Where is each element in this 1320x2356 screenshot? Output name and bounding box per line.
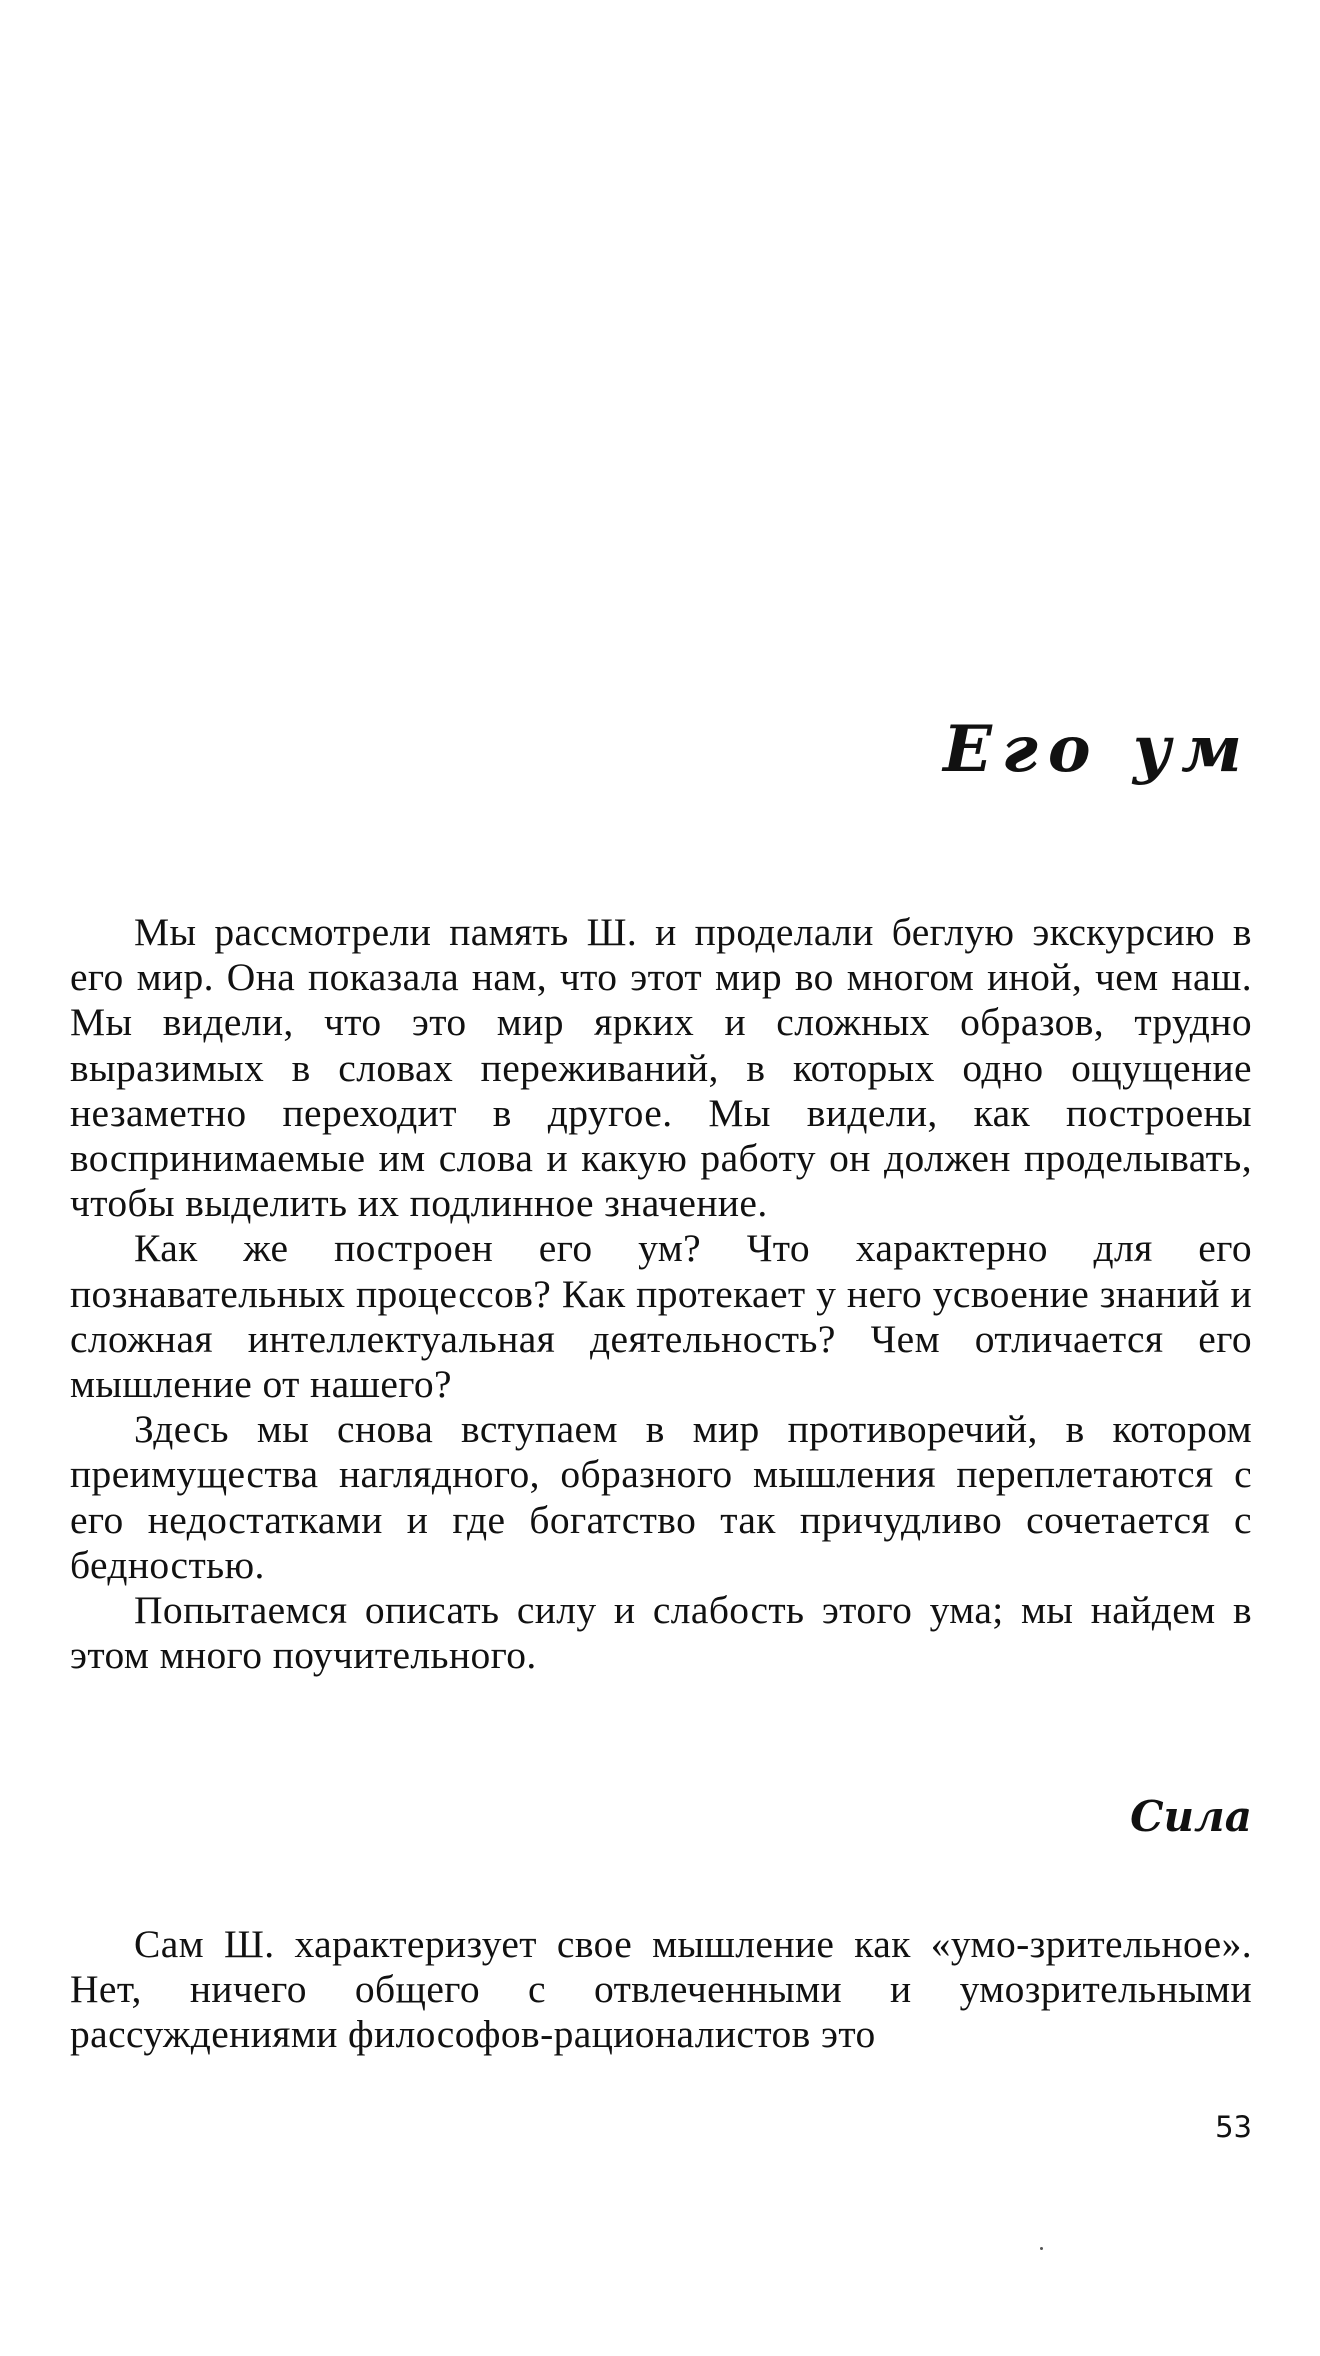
chapter-title: Его ум: [943, 712, 1252, 787]
page-number: 53: [1215, 2110, 1252, 2144]
paragraph: Попытаемся описать силу и слабость этого ума; мы найдем в этом много поучительного.: [70, 1588, 1252, 1678]
paragraph: Сам Ш. характеризует свое мышление как «умо-зрительное». Нет, ничего общего с отвлеченными и умозрительными рассуждениями философов-рационалистов это: [70, 1922, 1252, 2057]
chapter-body: [70, 910, 1252, 1678]
paragraph: Здесь мы снова вступаем в мир противоречий, в котором преимущества наглядного, образного мышления переплетаются с его недостатками и где богатство так причудливо сочетается с бедностью.: [70, 1407, 1252, 1587]
section-heading: Сила: [1130, 1792, 1252, 1841]
paragraph: Мы рассмотрели память Ш. и проделали беглую экскурсию в его мир. Она показала нам, что этот мир во многом иной, чем наш. Мы видели, что это мир ярких и сложных образов, трудно выразимых в словах переживаний, в которых одно ощущение незаметно переходит в другое. Мы видели, как построены воспринимаемые им слова и какую работу он должен проделывать, чтобы выделить их подлинное значение.: [70, 910, 1252, 1226]
print-speck: [1040, 2247, 1043, 2250]
paragraph: Как же построен его ум? Что характерно для его познавательных процессов? Как протекает у него усвоение знаний и сложная интеллектуальная деятельность? Чем отличается его мышление от нашего?: [70, 1226, 1252, 1407]
section-body: [70, 1922, 1252, 2058]
